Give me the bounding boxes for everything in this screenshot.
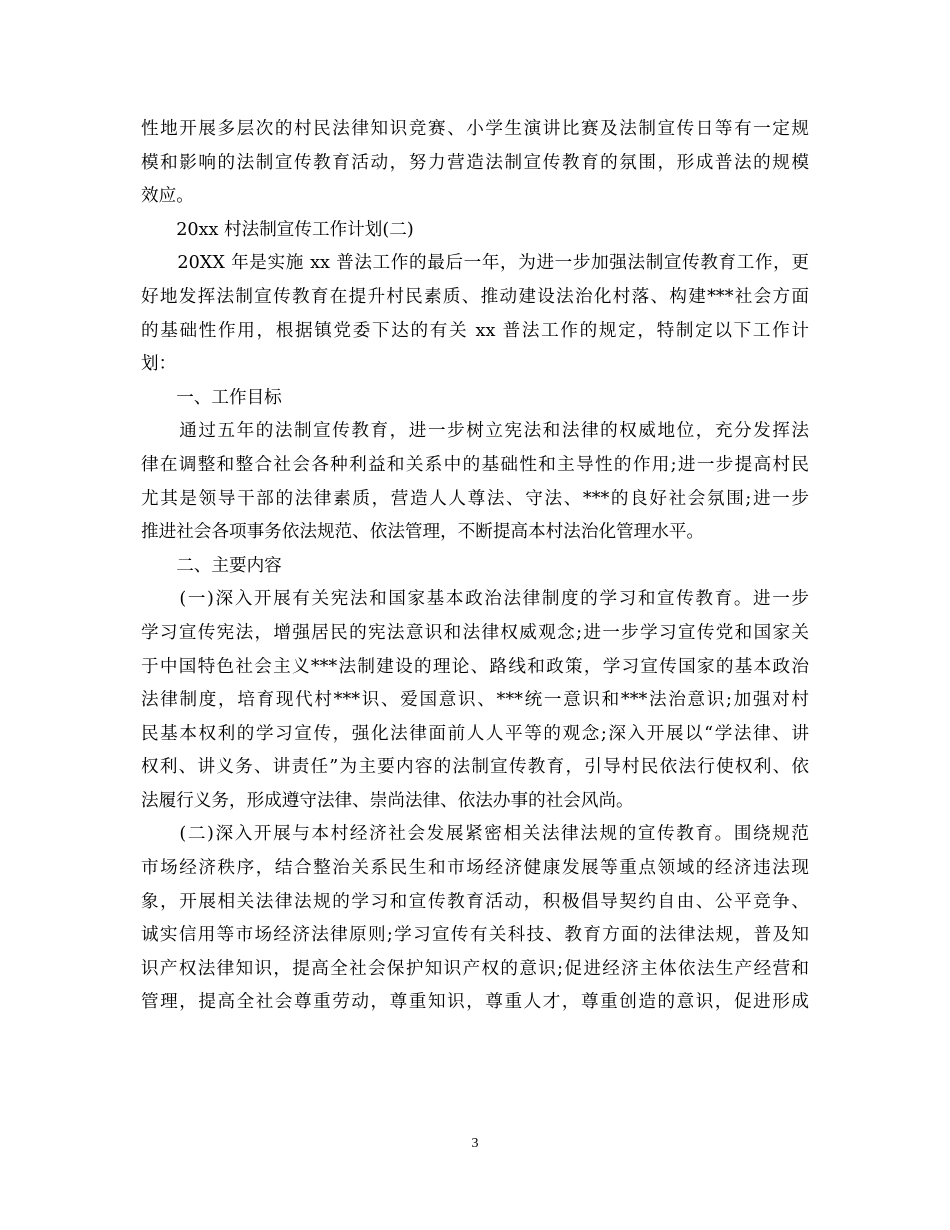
text-line: 尤其是领导干部的法律素质，营造人人尊法、守法、***的良好社会氛围;进一步	[141, 488, 809, 509]
text-line: 法律制度，培育现代村***识、爱国意识、***统一意识和***法治意识;加强对村	[141, 690, 809, 711]
text-line: 民基本权利的学习宣传，强化法律面前人人平等的观念;深入开展以“学法律、讲	[141, 723, 809, 744]
section-heading: 一、工作目标	[141, 387, 282, 408]
text-line: 性地开展多层次的村民法律知识竞赛、小学生演讲比赛及法制宣传日等有一定规	[141, 119, 809, 139]
text-line: (一)深入开展有关宪法和国家基本政治法律制度的学习和宣传教育。进一步	[141, 589, 809, 610]
text-line: 诚实信用等市场经济法律原则;学习宣传有关科技、教育方面的法律法规，普及知	[141, 925, 809, 946]
page-number: 3	[471, 1136, 479, 1151]
text-line: 权利、讲义务、讲责任”为主要内容的法制宣传教育，引导村民依法行使权利、依	[141, 757, 809, 778]
text-line: 的基础性作用，根据镇党委下达的有关 xx 普法工作的规定，特制定以下工作计	[141, 320, 809, 341]
text-line: 象，开展相关法律法规的学习和宣传教育活动，积极倡导契约自由、公平竞争、	[141, 891, 809, 912]
document-body	[141, 113, 809, 1020]
text-line: 律在调整和整合社会各种利益和关系中的基础性和主导性的作用;进一步提高村民	[141, 454, 809, 475]
text-line: 学习宣传宪法，增强居民的宪法意识和法律权威观念;进一步学习宣传党和国家关	[141, 622, 809, 643]
text-line: 法履行义务，形成遵守法律、崇尚法律、依法办事的社会风尚。	[141, 790, 634, 811]
section-heading: 二、主要内容	[141, 555, 282, 576]
text-line: 识产权法律知识，提高全社会保护知识产权的意识;促进经济主体依法生产经营和	[141, 958, 809, 979]
text-line: 20XX 年是实施 xx 普法工作的最后一年，为进一步加强法制宣传教育工作，更	[141, 253, 809, 274]
text-line: 模和影响的法制宣传教育活动，努力营造法制宣传教育的氛围，形成普法的规模	[141, 152, 809, 173]
text-line: 效应。	[141, 186, 194, 207]
text-line: 市场经济秩序，结合整治关系民生和市场经济健康发展等重点领域的经济违法现	[141, 858, 809, 879]
text-line: 通过五年的法制宣传教育，进一步树立宪法和法律的权威地位，充分发挥法	[141, 421, 809, 442]
text-line: 于中国特色社会主义***法制建设的理论、路线和政策，学习宣传国家的基本政治	[141, 656, 809, 677]
section-heading: 20xx 村法制宣传工作计划(二)	[141, 219, 414, 240]
text-line: 划：	[141, 354, 177, 375]
text-line: 推进社会各项事务依法规范、依法管理，不断提高本村法治化管理水平。	[141, 522, 705, 543]
text-line: (二)深入开展与本村经济社会发展紧密相关法律法规的宣传教育。围绕规范	[141, 824, 809, 845]
text-line: 管理，提高全社会尊重劳动，尊重知识，尊重人才，尊重创造的意识，促进形成	[141, 992, 809, 1013]
text-line: 好地发挥法制宣传教育在提升村民素质、推动建设法治化村落、构建***社会方面	[141, 286, 809, 307]
